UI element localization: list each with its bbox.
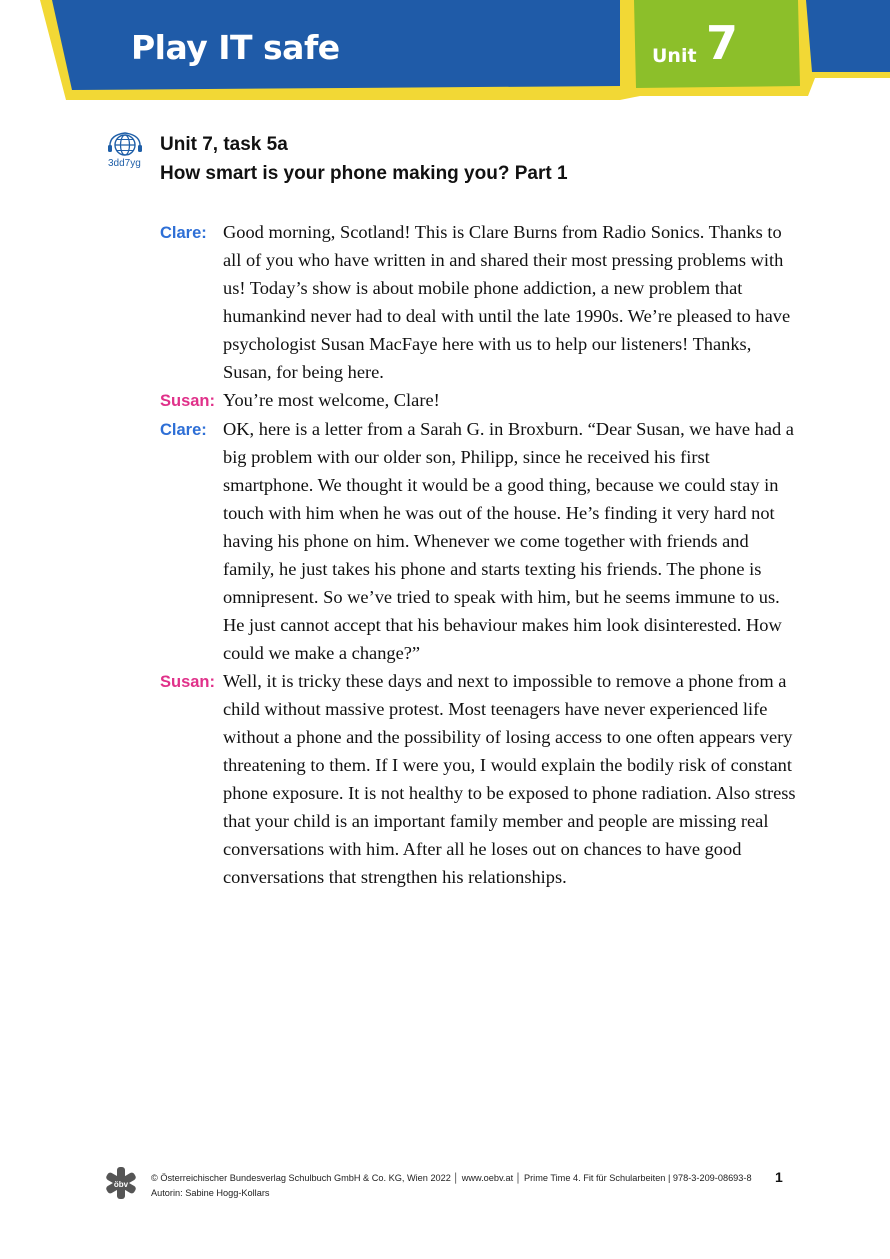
footer-author: Autorin: Sabine Hogg-Kollars <box>151 1188 270 1198</box>
dialogue-text: OK, here is a letter from a Sarah G. in Broxburn. “Dear Susan, we have had a big problem with our older son, Philipp, since he received his first smartphone. We thought it would be a good thing, because we could stay in touch with him when he was out of the house. He’s finding it very hard not having his phone on him. Whenever we come together with friends and family, he just takes his phone and starts texting his friends. The phone is omnipresent. So we’ve tried to speak with him, but he seems immune to us. He just cannot accept that his behaviour makes him look disinterested. How could we make a change?” <box>223 419 794 663</box>
media-code: 3dd7yg <box>108 158 141 169</box>
dialogue-text: You’re most welcome, Clare! <box>223 390 440 410</box>
speaker-label: Clare: <box>160 421 207 439</box>
dialogue-turn <box>160 667 800 891</box>
publisher-logo <box>104 1166 138 1200</box>
speaker-label: Susan: <box>160 392 216 410</box>
banner-title: Play IT safe <box>131 28 340 67</box>
dialogue-turn <box>160 386 800 415</box>
speaker-label: Clare: <box>160 224 207 242</box>
unit-label: Unit <box>652 45 697 67</box>
logo-text: öbv <box>113 1180 129 1189</box>
page-number: 1 <box>775 1169 783 1185</box>
speaker-label: Susan: <box>160 673 216 691</box>
header-banner <box>0 0 890 110</box>
dialogue-turn <box>160 218 800 386</box>
dialogue-turn <box>160 415 800 667</box>
dialogue-text: Well, it is tricky these days and next to impossible to remove a phone from a child without massive protest. Most teenagers have never experienced life without a phone and the possibility of losing access to one often appears very threatening to them. If I were you, I would explain the bodily risk of constant phone exposure. It is not healthy to be exposed to phone radiation. Also stress that your child is an important family member and people are missing real conversations with him. After all he loses out on chances to have good conversations that strengthen his relationships. <box>223 671 796 887</box>
task-heading <box>160 130 568 188</box>
dialogue <box>160 218 800 891</box>
footer-copyright: © Österreichischer Bundesverlag Schulbuch GmbH & Co. KG, Wien 2022 │ www.oebv.at │ Prime Time 4. Fit für Schularbeiten | 978-3-209-08693-8 <box>151 1173 752 1183</box>
task-label: Unit 7, task 5a <box>160 134 288 155</box>
footer-text <box>151 1171 752 1201</box>
task-title: How smart is your phone making you? Part 1 <box>160 163 568 184</box>
globe-audio-icon[interactable] <box>106 131 144 161</box>
unit-number: 7 <box>706 16 739 70</box>
dialogue-text: Good morning, Scotland! This is Clare Burns from Radio Sonics. Thanks to all of you who have written in and shared their most pressing problems with us! Today’s show is about mobile phone addiction, a new problem that humankind never had to deal with until the late 1990s. We’re pleased to have psychologist Susan MacFaye here with us to help our listeners! Thanks, Susan, for being here. <box>223 222 791 382</box>
